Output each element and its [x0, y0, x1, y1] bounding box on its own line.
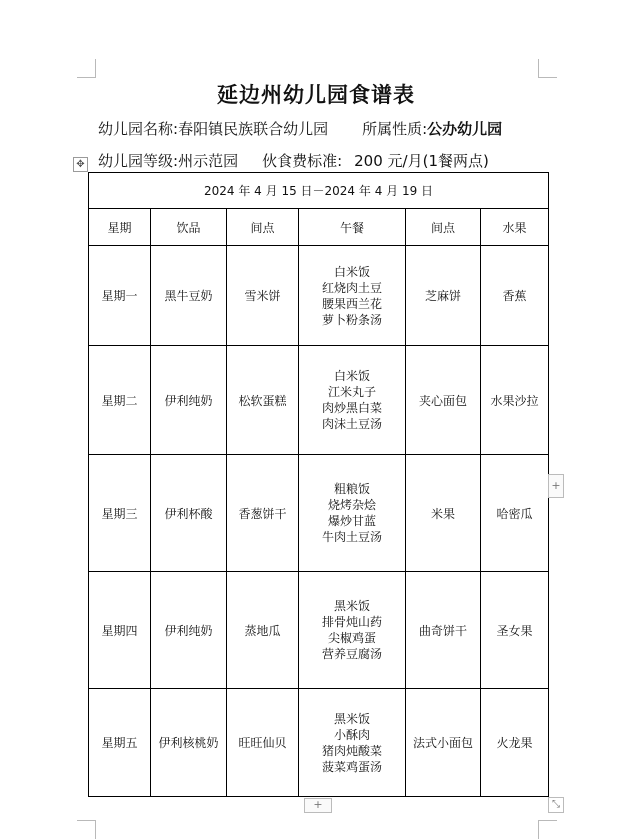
fruit-cell: 水果沙拉 — [481, 346, 549, 455]
kindergarten-name-value: 春阳镇民族联合幼儿园 — [178, 120, 329, 138]
lunch-cell — [299, 689, 406, 797]
table-row — [89, 455, 549, 572]
fruit-cell: 哈密瓜 — [481, 455, 549, 572]
lunch-cell — [299, 346, 406, 455]
plus-icon: + — [551, 479, 561, 492]
snack-2-cell: 曲奇饼干 — [406, 572, 481, 689]
lunch-item: 黑米饭 — [333, 711, 370, 726]
level-value: 州示范园 — [178, 152, 239, 170]
snack-1-cell: 香葱饼干 — [227, 455, 299, 572]
page-corner-mark — [538, 59, 557, 78]
table-row — [89, 246, 549, 346]
info-line-2 — [98, 150, 489, 171]
info-line-1 — [98, 118, 502, 139]
lunch-item: 小酥肉 — [333, 727, 370, 742]
lunch-item: 爆炒甘蓝 — [327, 514, 376, 528]
level-label: 幼儿园等级: — [98, 152, 179, 170]
table-row — [89, 572, 549, 689]
drink-cell: 伊利纯奶 — [151, 572, 227, 689]
date-row — [89, 173, 549, 209]
fee-label: 伙食费标准: — [262, 152, 343, 170]
snack-1-cell: 旺旺仙贝 — [227, 689, 299, 797]
snack-1-cell: 蒸地瓜 — [227, 572, 299, 689]
day-cell: 星期一 — [89, 246, 151, 346]
lunch-item: 肉沫土豆汤 — [321, 417, 382, 431]
move-icon[interactable]: ✥ — [73, 157, 88, 172]
drink-cell: 黑牛豆奶 — [151, 246, 227, 346]
snack-1-cell: 松软蛋糕 — [227, 346, 299, 455]
header-day: 星期 — [89, 209, 151, 246]
add-column-button[interactable] — [548, 474, 564, 498]
lunch-item: 肉炒黑白菜 — [321, 401, 382, 415]
day-cell: 星期五 — [89, 689, 151, 797]
add-row-button[interactable] — [304, 798, 332, 813]
snack-2-cell: 芝麻饼 — [406, 246, 481, 346]
table-row — [89, 346, 549, 455]
lunch-item: 烧烤杂烩 — [327, 498, 376, 512]
drink-cell: 伊利核桃奶 — [151, 689, 227, 797]
resize-icon[interactable]: ⤡ — [548, 797, 564, 813]
lunch-cell — [299, 455, 406, 572]
nature-label: 所属性质: — [362, 120, 428, 138]
header-snack-1: 间点 — [227, 209, 299, 246]
lunch-item: 腰果西兰花 — [321, 296, 382, 311]
kindergarten-name-label: 幼儿园名称: — [98, 120, 179, 138]
lunch-item: 营养豆腐汤 — [321, 647, 382, 661]
plus-icon: + — [313, 798, 323, 811]
fruit-cell: 香蕉 — [481, 246, 549, 346]
day-cell: 星期三 — [89, 455, 151, 572]
day-cell: 星期四 — [89, 572, 151, 689]
header-lunch: 午餐 — [299, 209, 406, 246]
header-row — [89, 209, 549, 246]
header-fruit: 水果 — [481, 209, 549, 246]
menu-table — [88, 172, 549, 797]
header-drink: 饮品 — [151, 209, 227, 246]
nature-value: 公办幼儿园 — [427, 120, 503, 138]
lunch-item: 白米饭 — [333, 264, 370, 279]
lunch-item: 红烧肉土豆 — [321, 280, 382, 295]
date-range: 2024 年 4 月 15 日－2024 年 4 月 19 日 — [89, 173, 549, 209]
header-snack-2: 间点 — [406, 209, 481, 246]
page-corner-mark — [77, 820, 96, 839]
lunch-item: 黑米饭 — [333, 599, 370, 613]
snack-2-cell: 米果 — [406, 455, 481, 572]
snack-2-cell: 夹心面包 — [406, 346, 481, 455]
snack-1-cell: 雪米饼 — [227, 246, 299, 346]
lunch-item: 菠菜鸡蛋汤 — [321, 759, 382, 774]
drink-cell: 伊利纯奶 — [151, 346, 227, 455]
lunch-item: 猪肉炖酸菜 — [321, 743, 382, 758]
lunch-item: 尖椒鸡蛋 — [327, 631, 376, 645]
lunch-item: 排骨炖山药 — [321, 615, 382, 629]
lunch-item: 萝卜粉条汤 — [321, 312, 382, 327]
day-cell: 星期二 — [89, 346, 151, 455]
fee-value: 200 元/月(1餐两点) — [354, 152, 489, 170]
page-corner-mark — [77, 59, 96, 78]
lunch-item: 江米丸子 — [327, 385, 376, 399]
fruit-cell: 火龙果 — [481, 689, 549, 797]
lunch-item: 粗粮饭 — [333, 482, 370, 496]
drink-cell: 伊利杯酸 — [151, 455, 227, 572]
page-corner-mark — [538, 820, 557, 839]
lunch-item: 白米饭 — [333, 369, 370, 383]
snack-2-cell: 法式小面包 — [406, 689, 481, 797]
lunch-cell — [299, 572, 406, 689]
lunch-cell — [299, 246, 406, 346]
document-title: 延边州幼儿园食谱表 — [217, 82, 415, 107]
table-row — [89, 689, 549, 797]
fruit-cell: 圣女果 — [481, 572, 549, 689]
lunch-item: 牛肉土豆汤 — [321, 530, 382, 544]
